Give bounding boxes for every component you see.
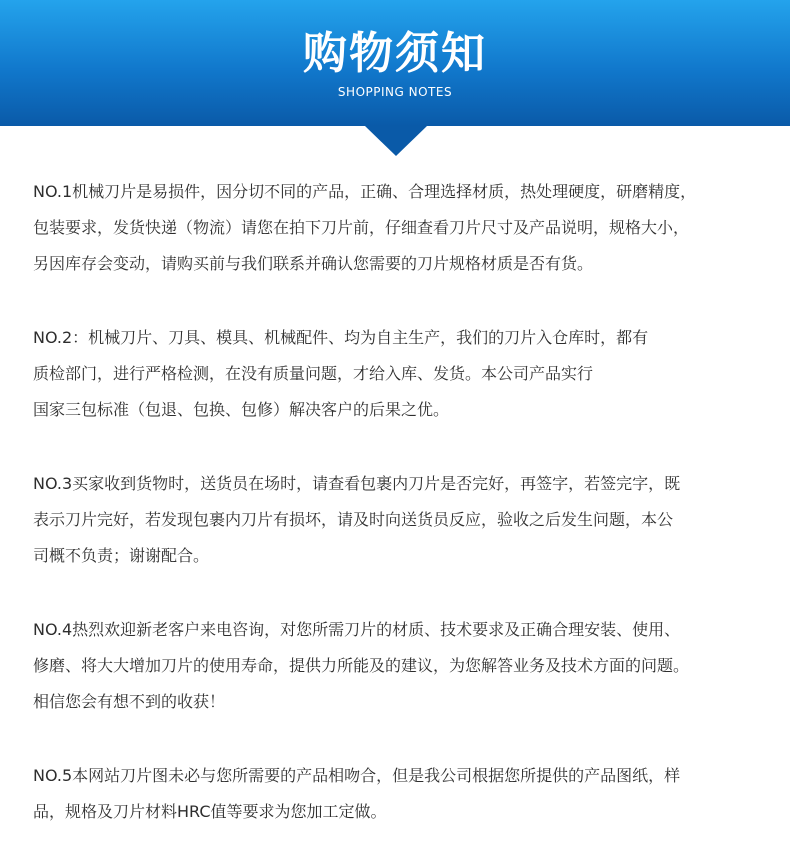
note-line: 包装要求，发货快递（物流）请您在拍下刀片前，仔细查看刀片尺寸及产品说明，规格大小， [33,218,690,237]
note-line: 表示刀片完好，若发现包裹内刀片有损坏，请及时向送货员反应，验收之后发生问题，本公 [33,510,674,529]
note-3 [33,466,773,574]
note-line: 修磨、将大大增加刀片的使用寿命，提供力所能及的建议，为您解答业务及技术方面的问题。 [33,656,690,675]
note-4 [33,612,773,720]
note-line: 相信您会有想不到的收获！ [33,692,226,711]
note-line: NO.4热烈欢迎新老客户来电咨询，对您所需刀片的材质、技术要求及正确合理安装、使用、 [33,620,681,639]
header-banner [0,0,790,126]
note-line: 国家三包标准（包退、包换、包修）解决客户的后果之优。 [33,400,450,419]
note-2 [33,320,773,428]
note-line: NO.2：机械刀片、刀具、模具、机械配件、均为自主生产，我们的刀片入仓库时，都有 [33,328,649,347]
notes-content [33,174,773,868]
note-line: 质检部门，进行严格检测，在没有质量问题，才给入库、发货。本公司产品实行 [33,364,594,383]
note-line: 品，规格及刀片材料HRC值等要求为您加工定做。 [33,802,387,821]
note-5 [33,758,773,830]
note-line: NO.3买家收到货物时，送货员在场时，请查看包裹内刀片是否完好，再签字，若签完字，既 [33,474,681,493]
note-line: NO.5本网站刀片图未必与您所需要的产品相吻合，但是我公司根据您所提供的产品图纸，样 [33,766,681,785]
note-line: NO.1机械刀片是易损件，因分切不同的产品，正确、合理选择材质，热处理硬度，研磨精度， [33,182,697,201]
note-1 [33,174,773,282]
page-subtitle: SHOPPING NOTES [337,85,453,99]
banner-pointer-triangle [365,126,427,156]
note-line: 司概不负责；谢谢配合。 [33,546,210,565]
page-title: 购物须知 [303,28,487,79]
note-line: 另因库存会变动，请购买前与我们联系并确认您需要的刀片规格材质是否有货。 [33,254,594,273]
